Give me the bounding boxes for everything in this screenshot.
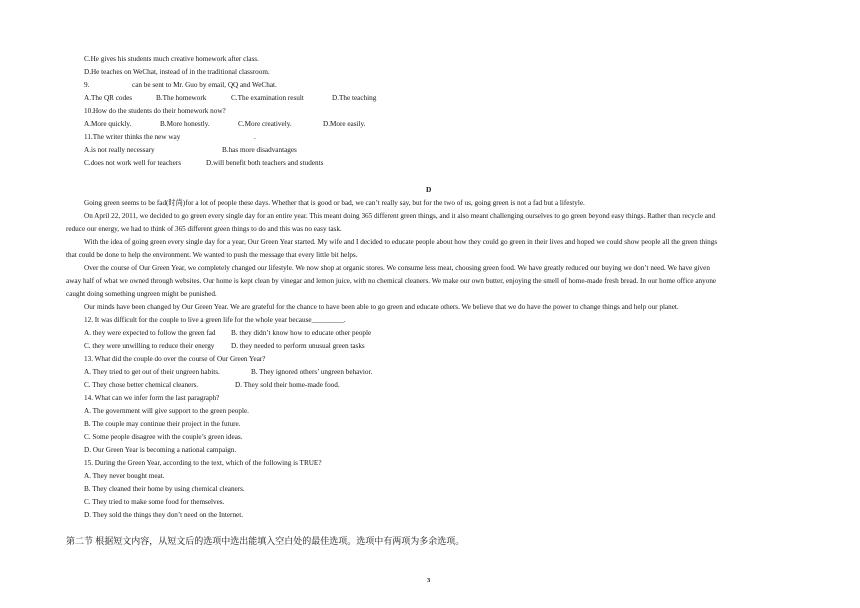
question-10-option-a: A.More quickly. bbox=[84, 120, 132, 128]
passage-line: On April 22, 2011, we decided to go green every single day for an entire year. This meant doing 365 different green things, and it also meant challenging ourselves to go green beyond easy things. Rather than recycle and bbox=[84, 212, 716, 220]
passage-line: caught doing something ungreen might be punished. bbox=[66, 290, 217, 298]
question-11-option-c: C.does not work well for teachers bbox=[84, 159, 182, 167]
question-14-option-a: A. The government will give support to the green people. bbox=[84, 407, 249, 415]
question-11-option-d: D.will benefit both teachers and students bbox=[206, 159, 324, 167]
question-13-option-d: D. They sold their home-made food. bbox=[235, 381, 340, 389]
passage-line: away half of what we owned through websites. Our home is kept clean by vinegar and lemon juice, with no chemical cleaners. We make our own butter, enjoying the smell of home-made fresh bread. In our home office anyone bbox=[66, 277, 717, 285]
question-14-option-d: D. Our Green Year is becoming a national campaign. bbox=[84, 446, 237, 454]
question-10-option-d: D.More easily. bbox=[323, 120, 366, 128]
question-15-option-a: A. They never bought meat. bbox=[84, 472, 165, 480]
passage-line: that could be done to help the environment. We wanted to push the message that every little bit helps. bbox=[66, 251, 358, 259]
question-11-stem-text: 11.The writer thinks the new way bbox=[84, 133, 181, 141]
question-12-option-c: C. they were unwilling to reduce their energy bbox=[84, 342, 215, 350]
question-13-option-a: A. They tried to get out of their ungreen habits. bbox=[84, 368, 220, 376]
question-15-option-d: D. They sold the things they don’t need on the Internet. bbox=[84, 511, 244, 519]
question-14-option-b: B. The couple may continue their project in the future. bbox=[84, 420, 241, 428]
question-15-stem: 15. During the Green Year, according to the text, which of the following is TRUE? bbox=[84, 459, 322, 467]
passage-line: Our minds have been changed by Our Green Year. We are grateful for the chance to have been able to go green and educate others. We believe that we do have the power to change things and help our planet. bbox=[84, 303, 679, 311]
question-9-number: 9. bbox=[84, 81, 90, 89]
question-13-stem: 13. What did the couple do over the course of Our Green Year? bbox=[84, 355, 266, 363]
question-12-option-d: D. they needed to perform unusual green tasks bbox=[231, 342, 365, 350]
question-12-option-a: A. they were expected to follow the green fad bbox=[84, 329, 216, 337]
question-13-option-c: C. They chose better chemical cleaners. bbox=[84, 381, 199, 389]
section-instruction: 第二节 根据短文内容，从短文后的选项中选出能填入空白处的最佳选项。选项中有两项为多余选项。 bbox=[66, 536, 465, 546]
question-14-stem: 14. What can we infer form the last paragraph? bbox=[84, 394, 220, 402]
question-13-option-b: B. They ignored others’ ungreen behavior. bbox=[251, 368, 373, 376]
question-14-option-c: C. Some people disagree with the couple’s green ideas. bbox=[84, 433, 243, 441]
passage-heading: D bbox=[426, 185, 432, 194]
question-15-option-c: C. They tried to make some food for themselves. bbox=[84, 498, 225, 506]
question-9-text: can be sent to Mr. Guo by email, QQ and WeChat. bbox=[132, 81, 277, 89]
question-10-stem: 10.How do the students do their homework now? bbox=[84, 107, 226, 115]
passage-line: reduce our energy, we had to think of 365 different green things to do and this was no easy task. bbox=[66, 225, 342, 233]
question-12-stem: 12. It was difficult for the couple to live a green life for the whole year because_________. bbox=[84, 316, 346, 324]
passage-line: With the idea of going green every single day for a year, Our Green Year started. My wife and I decided to educate people about how they could go green in their lives and hoped we could show people all the green things bbox=[84, 238, 718, 246]
question-11-stem-end: . bbox=[254, 133, 256, 141]
passage-line: Over the course of Our Green Year, we completely changed our lifestyle. We now shop at organic stores. We consume less meat, choosing green food. We have greatly reduced our buying we don’t need. We have given bbox=[84, 264, 710, 272]
question-10-option-c: C.More creatively. bbox=[238, 120, 292, 128]
question-8-option-d: D.He teaches on WeChat, instead of in the traditional classroom. bbox=[84, 68, 270, 76]
question-9-option-d: D.The teaching bbox=[332, 94, 377, 102]
question-10-option-b: B.More honestly. bbox=[160, 120, 210, 128]
question-15-option-b: B. They cleaned their home by using chemical cleaners. bbox=[84, 485, 245, 493]
question-11-option-b: B.has more disadvantages bbox=[222, 146, 297, 154]
question-12-option-b: B. they didn’t know how to educate other people bbox=[231, 329, 372, 337]
question-9-option-a: A.The QR codes bbox=[84, 94, 133, 102]
passage-line: Going green seems to be fad(时尚)for a lot of people these days. Whether that is good or bad, we can’t really say, but for the two of us, going green is not a fad but a lifestyle. bbox=[84, 199, 585, 207]
question-11-option-a: A.is not really necessary bbox=[84, 146, 155, 154]
question-8-option-c: C.He gives his students much creative homework after class. bbox=[84, 55, 259, 63]
question-9-option-b: B.The homework bbox=[156, 94, 207, 102]
page-number: 3 bbox=[427, 577, 431, 584]
question-9-option-c: C.The examination result bbox=[231, 94, 304, 102]
